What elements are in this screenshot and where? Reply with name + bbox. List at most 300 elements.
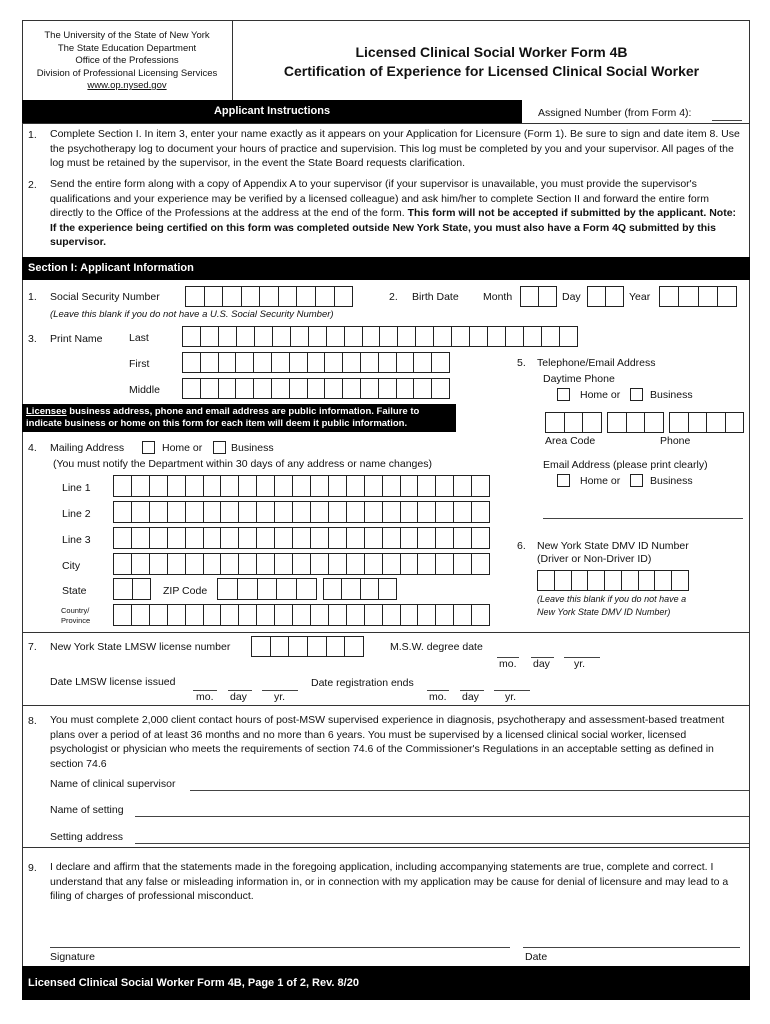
month-label: Month: [483, 291, 513, 303]
character-box[interactable]: [327, 327, 345, 346]
character-box[interactable]: [416, 327, 434, 346]
character-box[interactable]: [297, 287, 316, 306]
ssn-label: Social Security Number: [50, 291, 160, 303]
divider: [22, 632, 750, 633]
character-box[interactable]: [398, 327, 416, 346]
character-box[interactable]: [343, 353, 361, 372]
character-box[interactable]: [401, 528, 419, 548]
character-box[interactable]: [257, 476, 275, 496]
character-box[interactable]: [308, 379, 326, 398]
province-text: Province: [61, 616, 91, 625]
character-box[interactable]: [660, 287, 679, 306]
character-box[interactable]: [186, 476, 204, 496]
area-code-input[interactable]: [545, 412, 602, 433]
org-line: Division of Professional Licensing Services: [36, 67, 218, 79]
character-box[interactable]: [291, 327, 309, 346]
area-code-label: Area Code: [545, 435, 596, 447]
middle-name-input[interactable]: [182, 378, 450, 399]
character-box[interactable]: [201, 379, 219, 398]
character-box[interactable]: [297, 579, 317, 599]
mo-label: mo.: [429, 691, 447, 703]
character-box[interactable]: [605, 571, 622, 590]
setting-address-input[interactable]: [135, 843, 749, 844]
character-box[interactable]: [699, 287, 718, 306]
character-box[interactable]: [260, 287, 279, 306]
character-box[interactable]: [258, 579, 278, 599]
instruction-1: Complete Section I. In item 3, enter your name exactly as it appears on your Application for Licensure (Form 1). Be sure to sign and date item 8. Use the psychotherapy log to document your hours of practice and supervision. This log must be completed by you and your supervisor. All pages of the log must be retained by the supervisor, in the event the State Board requests clarification.: [50, 128, 740, 169]
character-box[interactable]: [436, 502, 454, 522]
character-box[interactable]: [272, 353, 290, 372]
character-box[interactable]: [221, 476, 239, 496]
character-box[interactable]: [363, 327, 381, 346]
character-box[interactable]: [383, 554, 401, 574]
character-box[interactable]: [418, 502, 436, 522]
character-box[interactable]: [275, 502, 293, 522]
character-box[interactable]: [254, 353, 272, 372]
state-input[interactable]: [113, 578, 151, 600]
character-box[interactable]: [436, 476, 454, 496]
assigned-number-field[interactable]: [712, 120, 742, 121]
email-home-checkbox[interactable]: [557, 474, 570, 487]
character-box[interactable]: [365, 528, 383, 548]
character-box[interactable]: [237, 327, 255, 346]
character-box[interactable]: [329, 554, 347, 574]
character-box[interactable]: [639, 571, 656, 590]
character-box[interactable]: [329, 528, 347, 548]
character-box[interactable]: [361, 379, 379, 398]
character-box[interactable]: [347, 528, 365, 548]
character-box[interactable]: [472, 528, 490, 548]
character-box[interactable]: [718, 287, 737, 306]
character-box[interactable]: [472, 605, 490, 625]
character-box[interactable]: [311, 528, 329, 548]
last-name-label: Last: [129, 332, 149, 344]
character-box[interactable]: [236, 353, 254, 372]
home-label: Home or: [162, 442, 203, 454]
character-box[interactable]: [325, 353, 343, 372]
license-issued-label: Date LMSW license issued: [50, 676, 176, 688]
character-box[interactable]: [275, 528, 293, 548]
character-box[interactable]: [397, 379, 415, 398]
character-box[interactable]: [672, 571, 689, 590]
character-box[interactable]: [204, 554, 222, 574]
character-box[interactable]: [311, 476, 329, 496]
character-box[interactable]: [218, 579, 238, 599]
character-box[interactable]: [257, 605, 275, 625]
character-box[interactable]: [221, 554, 239, 574]
character-box[interactable]: [293, 605, 311, 625]
character-box[interactable]: [252, 637, 271, 656]
character-box[interactable]: [236, 379, 254, 398]
character-box[interactable]: [114, 528, 132, 548]
character-box[interactable]: [114, 605, 132, 625]
character-box[interactable]: [327, 637, 346, 656]
org-line: Office of the Professions: [75, 55, 179, 66]
character-box[interactable]: [488, 327, 506, 346]
character-box[interactable]: [342, 579, 360, 599]
phone-home-checkbox[interactable]: [557, 388, 570, 401]
character-box[interactable]: [168, 502, 186, 522]
character-box[interactable]: [277, 579, 297, 599]
character-box[interactable]: [379, 579, 397, 599]
ssn-input[interactable]: [185, 286, 353, 307]
org-line: The University of the State of New York: [44, 30, 210, 41]
character-box[interactable]: [186, 605, 204, 625]
line-3-label: Line 3: [62, 534, 91, 546]
section-1-bar: Section I: Applicant Information: [22, 257, 750, 280]
character-box[interactable]: [329, 476, 347, 496]
character-box[interactable]: [645, 413, 664, 432]
character-box[interactable]: [454, 476, 472, 496]
character-box[interactable]: [414, 379, 432, 398]
character-box[interactable]: [114, 579, 133, 599]
character-box[interactable]: [221, 528, 239, 548]
character-box[interactable]: [150, 528, 168, 548]
character-box[interactable]: [329, 605, 347, 625]
character-box[interactable]: [608, 413, 627, 432]
form-title: Licensed Clinical Social Worker Form 4B: [355, 44, 628, 60]
character-box[interactable]: [183, 353, 201, 372]
character-box[interactable]: [521, 287, 539, 306]
character-box[interactable]: [454, 605, 472, 625]
zip-plus4-input[interactable]: [323, 578, 397, 600]
character-box[interactable]: [707, 413, 726, 432]
dmv-label: New York State DMV ID Number: [537, 540, 689, 552]
character-box[interactable]: [418, 554, 436, 574]
character-box[interactable]: [204, 528, 222, 548]
character-box[interactable]: [275, 554, 293, 574]
character-box[interactable]: [470, 327, 488, 346]
character-box[interactable]: [114, 502, 132, 522]
character-box[interactable]: [365, 502, 383, 522]
character-box[interactable]: [418, 605, 436, 625]
character-box[interactable]: [418, 476, 436, 496]
character-box[interactable]: [436, 605, 454, 625]
character-box[interactable]: [309, 327, 327, 346]
character-box[interactable]: [204, 605, 222, 625]
character-box[interactable]: [132, 554, 150, 574]
msw-date-label: M.S.W. degree date: [390, 641, 483, 653]
character-box[interactable]: [132, 476, 150, 496]
character-box[interactable]: [432, 353, 450, 372]
character-box[interactable]: [436, 554, 454, 574]
character-box[interactable]: [114, 554, 132, 574]
date-field[interactable]: [523, 947, 740, 948]
lmsw-license-input[interactable]: [251, 636, 364, 657]
character-box[interactable]: [472, 554, 490, 574]
setting-label: Name of setting: [50, 804, 124, 816]
mailing-business-checkbox[interactable]: [213, 441, 226, 454]
character-box[interactable]: [432, 379, 450, 398]
character-box[interactable]: [670, 413, 689, 432]
character-box[interactable]: [168, 554, 186, 574]
character-box[interactable]: [257, 502, 275, 522]
home-label: Home or: [580, 389, 621, 401]
state-label: State: [62, 585, 87, 597]
instruction-2: [50, 177, 745, 250]
character-box[interactable]: [150, 605, 168, 625]
character-box[interactable]: [289, 637, 308, 656]
character-box[interactable]: [454, 528, 472, 548]
character-box[interactable]: [606, 287, 624, 306]
ssn-note: (Leave this blank if you do not have a U.S. Social Security Number): [50, 309, 334, 320]
character-box[interactable]: [472, 502, 490, 522]
character-box[interactable]: [383, 528, 401, 548]
character-box[interactable]: [238, 579, 258, 599]
dmv-sublabel: (Driver or Non-Driver ID): [537, 553, 652, 565]
character-box[interactable]: [524, 327, 542, 346]
character-box[interactable]: [324, 579, 342, 599]
character-box[interactable]: [401, 605, 419, 625]
character-box[interactable]: [308, 353, 326, 372]
country-text: Country/: [61, 606, 90, 615]
character-box[interactable]: [397, 353, 415, 372]
character-box[interactable]: [365, 476, 383, 496]
character-box[interactable]: [565, 413, 584, 432]
footer: Licensed Clinical Social Worker Form 4B, Page 1 of 2, Rev. 8/20: [22, 966, 750, 1000]
phone-business-checkbox[interactable]: [630, 388, 643, 401]
character-box[interactable]: [655, 571, 672, 590]
character-box[interactable]: [383, 476, 401, 496]
mailing-home-checkbox[interactable]: [142, 441, 155, 454]
character-box[interactable]: [223, 287, 242, 306]
character-box[interactable]: [186, 287, 205, 306]
character-box[interactable]: [560, 327, 578, 346]
lmsw-license-label: New York State LMSW license number: [50, 641, 231, 653]
phone-line-input[interactable]: [669, 412, 744, 433]
address-line-2-input[interactable]: [113, 501, 490, 523]
character-box[interactable]: [239, 605, 257, 625]
character-box[interactable]: [555, 571, 572, 590]
phone-prefix-input[interactable]: [607, 412, 664, 433]
character-box[interactable]: [401, 502, 419, 522]
character-box[interactable]: [311, 554, 329, 574]
item-number: 1.: [28, 129, 37, 141]
character-box[interactable]: [254, 379, 272, 398]
character-box[interactable]: [345, 637, 364, 656]
character-box[interactable]: [168, 528, 186, 548]
yr-label: yr.: [274, 691, 286, 703]
character-box[interactable]: [506, 327, 524, 346]
signature-field[interactable]: [50, 947, 510, 948]
character-box[interactable]: [239, 502, 257, 522]
business-label: Business: [650, 475, 693, 487]
character-box[interactable]: [311, 502, 329, 522]
character-box[interactable]: [293, 476, 311, 496]
year-label: Year: [629, 291, 651, 303]
city-input[interactable]: [113, 553, 490, 575]
character-box[interactable]: [201, 353, 219, 372]
character-box[interactable]: [361, 579, 379, 599]
character-box[interactable]: [204, 476, 222, 496]
character-box[interactable]: [219, 379, 237, 398]
character-box[interactable]: [257, 528, 275, 548]
character-box[interactable]: [454, 554, 472, 574]
character-box[interactable]: [379, 379, 397, 398]
character-box[interactable]: [219, 327, 237, 346]
character-box[interactable]: [622, 571, 639, 590]
character-box[interactable]: [572, 571, 589, 590]
character-box[interactable]: [418, 528, 436, 548]
public-info-notice: [22, 404, 456, 432]
character-box[interactable]: [290, 353, 308, 372]
supervisor-input[interactable]: [190, 790, 749, 791]
address-line-3-input[interactable]: [113, 527, 490, 549]
mo-label: mo.: [499, 658, 517, 670]
first-name-input[interactable]: [182, 352, 450, 373]
character-box[interactable]: [239, 554, 257, 574]
character-box[interactable]: [539, 287, 557, 306]
character-box[interactable]: [290, 379, 308, 398]
character-box[interactable]: [293, 502, 311, 522]
character-box[interactable]: [150, 502, 168, 522]
instructions-bar: Applicant Instructions: [22, 100, 522, 123]
character-box[interactable]: [379, 353, 397, 372]
character-box[interactable]: [221, 605, 239, 625]
character-box[interactable]: [347, 476, 365, 496]
last-name-input[interactable]: [182, 326, 578, 347]
character-box[interactable]: [546, 413, 565, 432]
email-label: Email Address (please print clearly): [543, 459, 708, 471]
character-box[interactable]: [588, 571, 605, 590]
character-box[interactable]: [201, 327, 219, 346]
character-box[interactable]: [275, 605, 293, 625]
character-box[interactable]: [347, 605, 365, 625]
daytime-phone-label: Daytime Phone: [543, 373, 615, 385]
middle-name-label: Middle: [129, 384, 160, 396]
character-box[interactable]: [361, 353, 379, 372]
item-number: 2.: [28, 179, 37, 191]
item-8-text: You must complete 2,000 client contact hours of post-MSW supervised experience in diagnosis, psychotherapy and assessment-based treatment plans over a period of at least 36 months and no more than 6 years. You must be supervised by a licensed clinical social worker, licensed psychologist or physician who meets the requirements of section 74.6 of the Commissioner's Regulations in an acceptable setting as defined in section 74.6: [50, 714, 725, 770]
character-box[interactable]: [726, 413, 745, 432]
form-subtitle: Certification of Experience for Licensed Clinical Social Worker: [283, 63, 700, 79]
character-box[interactable]: [311, 605, 329, 625]
character-box[interactable]: [272, 379, 290, 398]
country-input[interactable]: [113, 604, 490, 626]
character-box[interactable]: [347, 554, 365, 574]
character-box[interactable]: [204, 502, 222, 522]
declaration-text: I declare and affirm that the statements made in the foregoing application, including accompanying statements are true, complete and correct. I understand that any false or misleading information in, or in connection with my application may be cause for denial of licensure and may lead to a filing of charges of professional misconduct.: [50, 861, 729, 902]
character-box[interactable]: [436, 528, 454, 548]
character-box[interactable]: [308, 637, 327, 656]
line-1-label: Line 1: [62, 482, 91, 494]
character-box[interactable]: [383, 502, 401, 522]
org-line: The State Education Department: [57, 42, 197, 54]
character-box[interactable]: [239, 528, 257, 548]
character-box[interactable]: [273, 327, 291, 346]
character-box[interactable]: [343, 379, 361, 398]
character-box[interactable]: [414, 353, 432, 372]
character-box[interactable]: [538, 571, 555, 590]
character-box[interactable]: [365, 605, 383, 625]
item-number: 4.: [28, 442, 37, 454]
website-link[interactable]: www.op.nysed.gov: [87, 80, 167, 91]
character-box[interactable]: [401, 554, 419, 574]
character-box[interactable]: [588, 287, 606, 306]
character-box[interactable]: [325, 379, 343, 398]
character-box[interactable]: [627, 413, 646, 432]
character-box[interactable]: [329, 502, 347, 522]
character-box[interactable]: [168, 476, 186, 496]
character-box[interactable]: [335, 287, 354, 306]
zip-input[interactable]: [217, 578, 317, 600]
character-box[interactable]: [542, 327, 560, 346]
character-box[interactable]: [275, 476, 293, 496]
character-box[interactable]: [219, 353, 237, 372]
character-box[interactable]: [183, 379, 201, 398]
character-box[interactable]: [186, 554, 204, 574]
character-box[interactable]: [239, 476, 257, 496]
zip-label: ZIP Code: [163, 585, 208, 597]
email-input[interactable]: [543, 518, 743, 519]
character-box[interactable]: [132, 502, 150, 522]
character-box[interactable]: [401, 476, 419, 496]
character-box[interactable]: [168, 605, 186, 625]
character-box[interactable]: [183, 327, 201, 346]
character-box[interactable]: [279, 287, 298, 306]
day-label: day: [533, 658, 550, 670]
character-box[interactable]: [150, 554, 168, 574]
character-box[interactable]: [365, 554, 383, 574]
day-label: Day: [562, 291, 581, 303]
character-box[interactable]: [221, 502, 239, 522]
character-box[interactable]: [205, 287, 224, 306]
supervisor-label: Name of clinical supervisor: [50, 778, 176, 790]
character-box[interactable]: [689, 413, 708, 432]
birth-day-input[interactable]: [587, 286, 624, 307]
character-box[interactable]: [132, 528, 150, 548]
divider: [22, 705, 750, 706]
character-box[interactable]: [293, 554, 311, 574]
character-box[interactable]: [186, 502, 204, 522]
setting-input[interactable]: [135, 816, 749, 817]
character-box[interactable]: [316, 287, 335, 306]
character-box[interactable]: [345, 327, 363, 346]
character-box[interactable]: [271, 637, 290, 656]
item-number: 1.: [28, 291, 37, 303]
character-box[interactable]: [380, 327, 398, 346]
character-box[interactable]: [452, 327, 470, 346]
item-number: 3.: [28, 333, 37, 345]
character-box[interactable]: [434, 327, 452, 346]
item-number: 2.: [389, 291, 398, 303]
character-box[interactable]: [454, 502, 472, 522]
character-box[interactable]: [133, 579, 152, 599]
character-box[interactable]: [679, 287, 698, 306]
character-box[interactable]: [293, 528, 311, 548]
yr-label: yr.: [505, 691, 517, 703]
character-box[interactable]: [383, 605, 401, 625]
character-box[interactable]: [255, 327, 273, 346]
character-box[interactable]: [472, 476, 490, 496]
character-box[interactable]: [186, 528, 204, 548]
character-box[interactable]: [114, 476, 132, 496]
dmv-id-input[interactable]: [537, 570, 689, 591]
character-box[interactable]: [347, 502, 365, 522]
character-box[interactable]: [583, 413, 602, 432]
email-business-checkbox[interactable]: [630, 474, 643, 487]
character-box[interactable]: [132, 605, 150, 625]
character-box[interactable]: [257, 554, 275, 574]
character-box[interactable]: [150, 476, 168, 496]
birth-year-input[interactable]: [659, 286, 737, 307]
mo-label: mo.: [196, 691, 214, 703]
address-line-1-input[interactable]: [113, 475, 490, 497]
item-number: 9.: [28, 862, 37, 874]
dmv-note: (Leave this blank if you do not have a: [537, 594, 687, 604]
character-box[interactable]: [242, 287, 261, 306]
birth-month-input[interactable]: [520, 286, 557, 307]
